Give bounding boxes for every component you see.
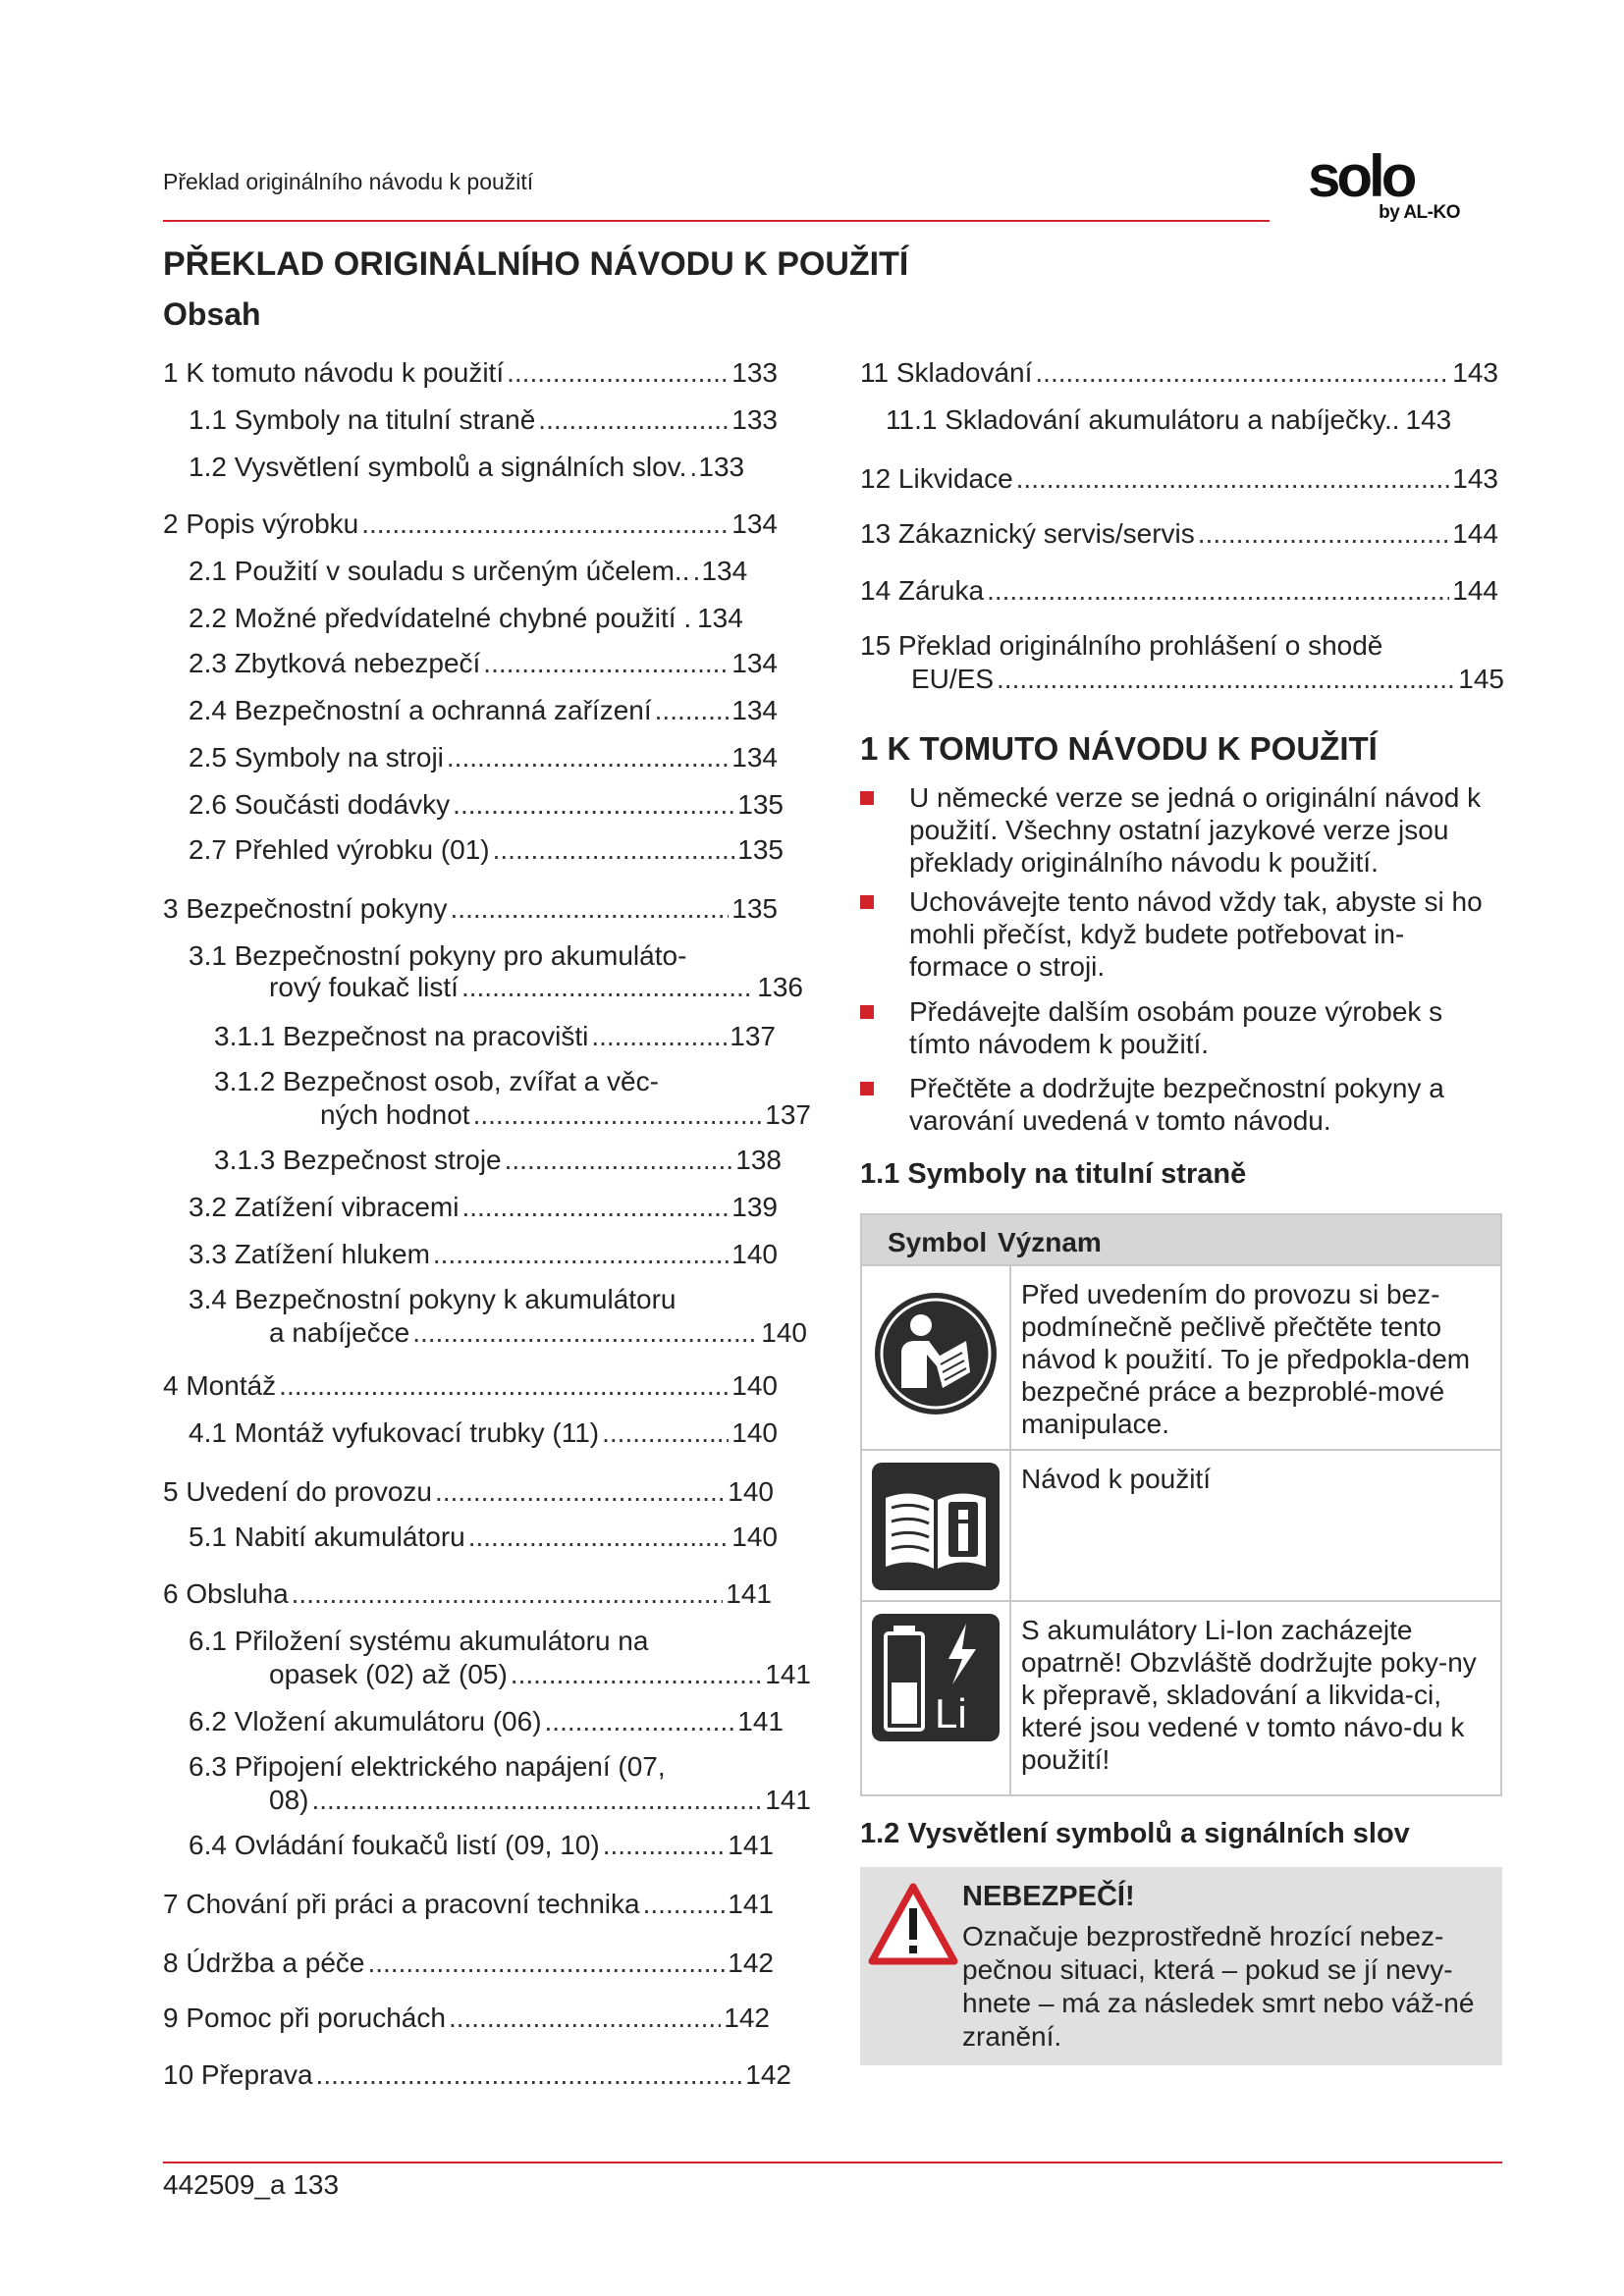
toc-entry-11-1[interactable]: 11.1 Skladování akumulátoru a nabíječky.. 143: [886, 404, 1452, 435]
toc-entry-2-1[interactable]: 2.1 Použití v souladu s určeným účelem.. ..... 134: [189, 556, 778, 587]
toc-entry-3-1-2[interactable]: ných hodnot ..... 137: [320, 1099, 811, 1131]
toc-entry-14[interactable]: 14 Záruka ..... 144: [860, 575, 1498, 607]
toc-entry-1-1[interactable]: 1.1 Symboly na titulní straně ..... 133: [189, 404, 778, 436]
table-row: [862, 1600, 1500, 1796]
toc-entry-2[interactable]: 2 Popis výrobku ..... 134: [163, 508, 778, 540]
bullet-marker: [860, 1082, 874, 1095]
header-rule: [163, 220, 1270, 222]
logo-wordmark: solo: [1308, 143, 1414, 209]
toc-heading: Obsah: [163, 296, 261, 332]
toc-entry-6-3[interactable]: 08) ..... 141: [269, 1785, 811, 1816]
table-header-meaning: Význam: [998, 1227, 1102, 1257]
table-cell-symbol: [862, 1602, 1011, 1796]
logo-byline: by AL-KO: [1379, 202, 1460, 223]
danger-title: NEBEZPEČÍ!: [962, 1881, 1135, 1912]
toc-entry-2-7[interactable]: 2.7 Přehled výrobku (01) ..... 135: [189, 834, 784, 866]
toc-entry-8[interactable]: 8 Údržba a péče ..... 142: [163, 1948, 774, 1979]
toc-entry-3-1-1[interactable]: 3.1.1 Bezpečnost na pracovišti ..... 137: [214, 1021, 776, 1052]
table-row: [862, 1264, 1500, 1451]
toc-entry-12[interactable]: 12 Likvidace ..... 143: [860, 463, 1498, 495]
bullet-item: Předávejte dalším osobám pouze výrobek s tímto návodem k použití.: [860, 995, 1489, 1060]
bullet-marker: [860, 1005, 874, 1019]
solo-logo: [1308, 143, 1470, 231]
manual-info-icon: [872, 1463, 1000, 1590]
toc-entry-11[interactable]: 11 Skladování ..... 143: [860, 357, 1498, 389]
toc-entry-3-2[interactable]: 3.2 Zatížení vibracemi ..... 139: [189, 1192, 778, 1223]
section-1-heading: 1 K TOMUTO NÁVODU K POUŽITÍ: [860, 730, 1378, 767]
table-cell-meaning: Návod k použití: [1021, 1464, 1211, 1494]
toc-entry-3[interactable]: 3 Bezpečnostní pokyny ..... 135: [163, 893, 778, 925]
toc-entry-3-4[interactable]: a nabíječce ..... 140: [269, 1317, 807, 1349]
table-cell-symbol: [862, 1451, 1011, 1602]
toc-entry-6-1-line1[interactable]: 6.1 Přiložení systému akumulátoru na: [189, 1626, 649, 1656]
bullet-item: U německé verze se jedná o originální návod k použití. Všechny ostatní jazykové verze jsou překlady originálního návodu k použití.: [860, 781, 1489, 879]
bullet-item: Přečtěte a dodržujte bezpečnostní pokyny a varování uvedená v tomto návodu.: [860, 1072, 1489, 1137]
subsection-1-2-heading: 1.2 Vysvětlení symbolů a signálních slov: [860, 1818, 1410, 1849]
toc-entry-6[interactable]: 6 Obsluha ..... 141: [163, 1578, 772, 1610]
table-cell-meaning: Před uvedením do provozu si bez-podmínečně pečlivě přečtěte tento návod k použití. To je předpokla-dem bezpečné práce a bezproblé-mové manipulace.: [1021, 1279, 1471, 1439]
toc-entry-5[interactable]: 5 Uvedení do provozu ..... 140: [163, 1476, 774, 1508]
toc-entry-9[interactable]: 9 Pomoc při poruchách ..... 142: [163, 2002, 770, 2034]
footer-doc-number: 442509_a 133: [163, 2169, 340, 2200]
bullet-marker: [860, 791, 874, 805]
toc-entry-3-1-2-line1[interactable]: 3.1.2 Bezpečnost osob, zvířat a věc-: [214, 1066, 659, 1096]
toc-entry-3-1-3[interactable]: 3.1.3 Bezpečnost stroje ..... 138: [214, 1145, 782, 1176]
toc-entry-15[interactable]: EU/ES ..... 145: [911, 664, 1504, 695]
toc-entry-15-line1[interactable]: 15 Překlad originálního prohlášení o shodě: [860, 630, 1383, 661]
table-header-row: [862, 1215, 1500, 1264]
toc-entry-10[interactable]: 10 Přeprava ..... 142: [163, 2059, 791, 2091]
toc-entry-1-2[interactable]: 1.2 Vysvětlení symbolů a signálních slov. ..... 133: [189, 452, 778, 483]
toc-entry-5-1[interactable]: 5.1 Nabití akumulátoru ..... 140: [189, 1522, 778, 1553]
symbol-table: [860, 1213, 1502, 1796]
danger-notice: [860, 1867, 1502, 2065]
toc-entry-3-1-line1[interactable]: 3.1 Bezpečnostní pokyny pro akumuláto-: [189, 940, 687, 971]
toc-entry-6-3-line1[interactable]: 6.3 Připojení elektrického napájení (07,: [189, 1751, 666, 1782]
danger-text: Označuje bezprostředně hrozící nebez-pečnou situaci, která – pokud se jí nevy-hnete – má za následek smrt nebo váž-né zranění.: [962, 1921, 1475, 2052]
toc-entry-2-3[interactable]: 2.3 Zbytková nebezpečí ..... 134: [189, 648, 778, 679]
toc-entry-1[interactable]: 1 K tomuto návodu k použití ..... 133: [163, 357, 778, 389]
toc-entry-4-1[interactable]: 4.1 Montáž vyfukovací trubky (11) ..... 140: [189, 1417, 778, 1449]
footer-rule: [163, 2162, 1502, 2163]
bullet-item: Uchovávejte tento návod vždy tak, abyste si ho mohli přečíst, když budete potřebovat in-formace o stroji.: [860, 885, 1489, 983]
warning-triangle-icon: [868, 1883, 958, 1965]
toc-entry-2-4[interactable]: 2.4 Bezpečnostní a ochranná zařízení ..... 134: [189, 695, 778, 726]
toc-entry-4[interactable]: 4 Montáž ..... 140: [163, 1370, 778, 1402]
table-row: [862, 1449, 1500, 1602]
svg-text:Li: Li: [935, 1690, 967, 1736]
toc-entry-13[interactable]: 13 Zákaznický servis/servis ..... 144: [860, 518, 1498, 550]
table-header-symbol: Symbol: [888, 1227, 988, 1257]
table-cell-meaning: S akumulátory Li-Ion zacházejte opatrně! Obzvláště dodržujte poky-ny k přepravě, skladování a likvida-ci, které jsou vedené v tomto návo-du k použití!: [1021, 1615, 1477, 1775]
toc-entry-3-4-line1[interactable]: 3.4 Bezpečnostní pokyny k akumulátoru: [189, 1284, 677, 1314]
document-title: PŘEKLAD ORIGINÁLNÍHO NÁVODU K POUŽITÍ: [163, 245, 909, 283]
toc-entry-2-5[interactable]: 2.5 Symboly na stroji ..... 134: [189, 742, 778, 774]
read-manual-icon: [872, 1290, 1000, 1417]
running-header: Překlad originálního návodu k použití: [163, 169, 534, 194]
toc-entry-6-4[interactable]: 6.4 Ovládání foukačů listí (09, 10) ..... 141: [189, 1830, 774, 1861]
toc-entry-2-6[interactable]: 2.6 Součásti dodávky ..... 135: [189, 789, 784, 821]
toc-entry-6-1[interactable]: opasek (02) až (05) ..... 141: [269, 1659, 811, 1690]
toc-entry-6-2[interactable]: 6.2 Vložení akumulátoru (06) ..... 141: [189, 1706, 784, 1737]
toc-entry-3-1[interactable]: rový foukač listí ..... 136: [269, 972, 803, 1003]
bullet-marker: [860, 895, 874, 909]
toc-entry-3-3[interactable]: 3.3 Zatížení hlukem ..... 140: [189, 1239, 778, 1270]
toc-entry-7[interactable]: 7 Chování při práci a pracovní technika ..... 141: [163, 1889, 774, 1920]
subsection-1-1-heading: 1.1 Symboly na titulní straně: [860, 1158, 1247, 1190]
table-cell-symbol: [862, 1266, 1011, 1451]
toc-entry-2-2[interactable]: 2.2 Možné předvídatelné chybné použití . 134: [189, 603, 743, 633]
li-ion-battery-icon: [872, 1614, 1000, 1741]
